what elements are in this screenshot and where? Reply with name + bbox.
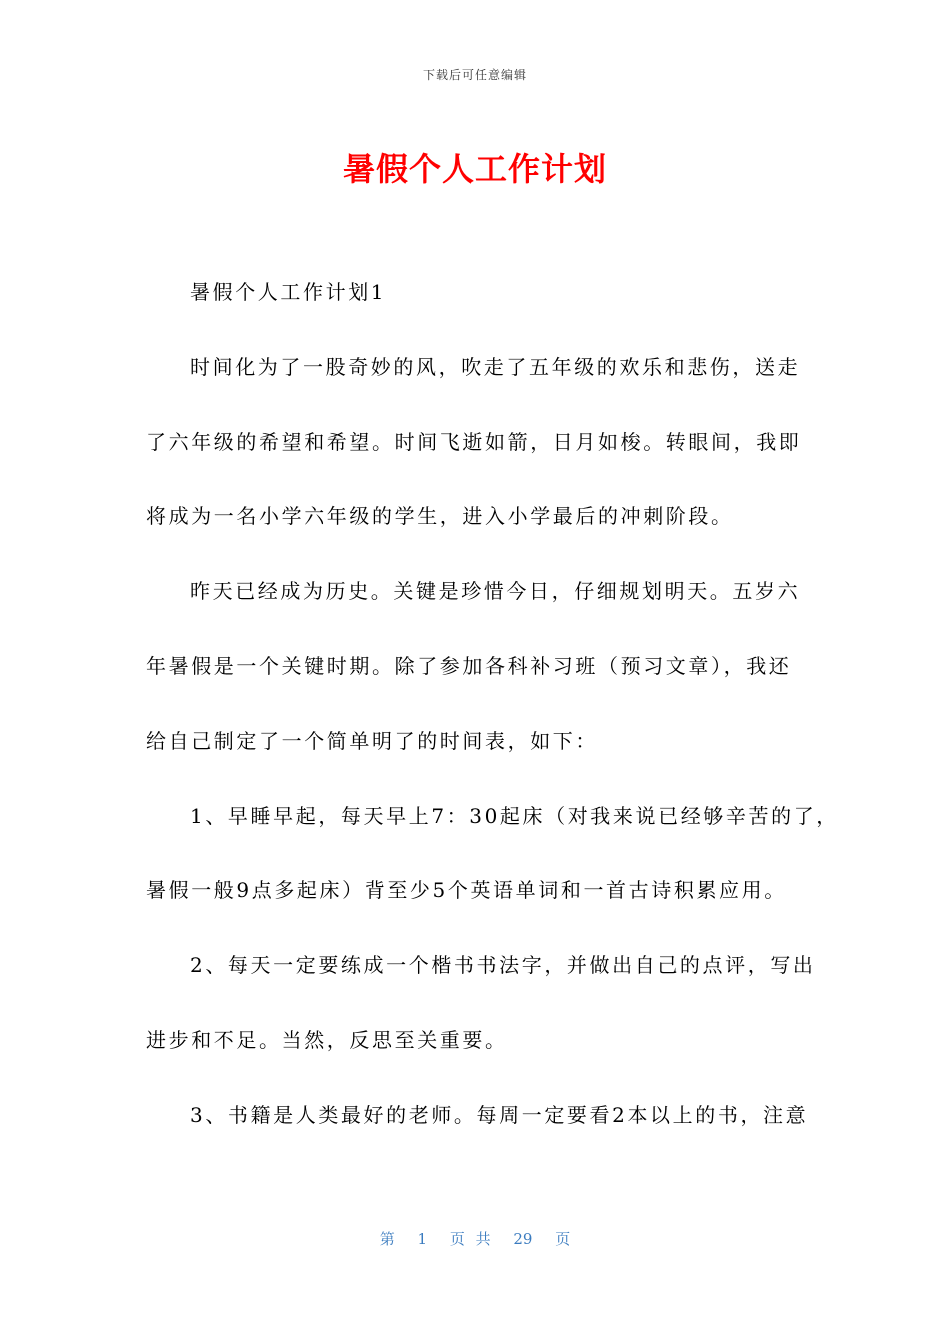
- body-line: 暑假一般9点多起床）背至少5个英语单词和一首古诗积累应用。: [146, 878, 787, 903]
- body-line: 年暑假是一个关键时期。除了参加各科补习班（预习文章），我还: [146, 653, 792, 678]
- body-line: 给自己制定了一个简单明了的时间表，如下：: [146, 728, 598, 753]
- body-line: 将成为一名小学六年级的学生，进入小学最后的冲刺阶段。: [146, 504, 734, 529]
- header-note: 下载后可任意编辑: [422, 68, 527, 82]
- body-line: 进步和不足。当然，反思至关重要。: [146, 1027, 508, 1052]
- page-footer: [0, 1228, 950, 1249]
- body-line: 昨天已经成为历史。关键是珍惜今日，仔细规划明天。五岁六: [190, 579, 801, 604]
- body-line: 2、每天一定要练成一个楷书书法字，并做出自己的点评，写出: [190, 953, 816, 978]
- document-title: 暑假个人工作计划: [342, 150, 607, 188]
- body-line: 时间化为了一股奇妙的风，吹走了五年级的欢乐和悲伤，送走: [190, 354, 801, 379]
- body-line: 3、书籍是人类最好的老师。每周一定要看2本以上的书，注意: [190, 1102, 809, 1127]
- footer-middle: 页 共: [449, 1230, 491, 1248]
- footer-total-pages: 29: [513, 1230, 533, 1248]
- footer-prefix: 第: [379, 1230, 395, 1248]
- body-line: 暑假个人工作计划1: [190, 280, 387, 304]
- document-body: [146, 272, 839, 1170]
- body-line: 了六年级的希望和希望。时间飞逝如箭，日月如梭。转眼间，我即: [146, 429, 802, 454]
- footer-current-page: 1: [417, 1230, 428, 1248]
- body-line: 1、早睡早起，每天早上7：30起床（对我来说已经够辛苦的了，: [190, 803, 839, 828]
- footer-suffix: 页: [555, 1230, 571, 1248]
